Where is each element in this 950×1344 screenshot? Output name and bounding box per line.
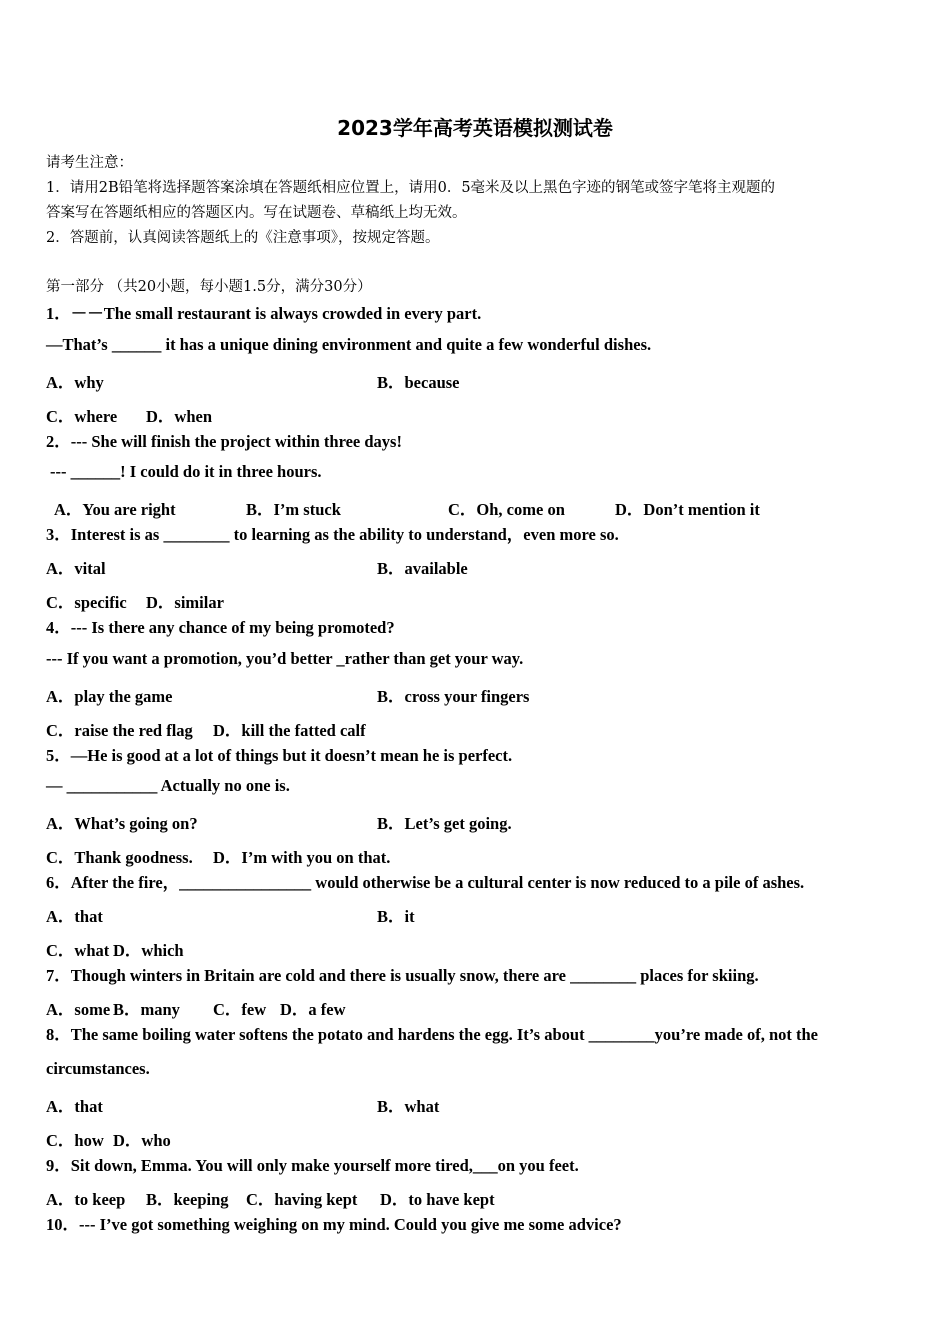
notice-line-1a: 1．请用2B铅笔将选择题答案涂填在答题纸相应位置上，请用0．5毫米及以上黑色字迹的钢笔或签字笔将主观题的 — [46, 180, 776, 196]
question-5-option-c[interactable]: C．Thank goodness. — [46, 848, 193, 867]
question-5-dialog: — ___________ Actually no one is. — [46, 776, 290, 795]
question-3-option-a[interactable]: A．vital — [46, 559, 106, 578]
question-8-option-a[interactable]: A．that — [46, 1097, 103, 1116]
question-9-option-a[interactable]: A．to keep — [46, 1190, 126, 1209]
question-4-option-b[interactable]: B．cross your fingers — [377, 687, 530, 706]
question-4-option-d[interactable]: D．kill the fatted calf — [213, 721, 366, 740]
question-7-stem: 7．Though winters in Britain are cold and there is usually snow, there are ________ places for skiing. — [46, 966, 759, 985]
question-2-option-a[interactable]: A．You are right — [54, 500, 176, 519]
question-3-option-c[interactable]: C．specific — [46, 593, 127, 612]
question-2-option-c[interactable]: C．Oh, come on — [448, 500, 565, 519]
question-9-option-b[interactable]: B．keeping — [146, 1190, 229, 1209]
question-1-option-b[interactable]: B．because — [377, 373, 460, 392]
question-3-option-d[interactable]: D．similar — [146, 593, 224, 612]
question-9-option-d[interactable]: D．to have kept — [380, 1190, 495, 1209]
question-7-option-c[interactable]: C．few — [213, 1000, 267, 1019]
question-8-stem-continued: circumstances. — [46, 1059, 150, 1078]
question-2-stem: 2．--- She will finish the project within three days! — [46, 432, 402, 451]
question-1-option-d[interactable]: D．when — [146, 407, 213, 426]
question-6-stem: 6．After the fire，________________ would otherwise be a cultural center is now reduced to a pile of ashes. — [46, 873, 805, 892]
question-4-option-c[interactable]: C．raise the red flag — [46, 721, 193, 740]
notice-heading: 请考生注意： — [46, 155, 133, 171]
question-3-stem: 3．Interest is as ________ to learning as the ability to understand，even more so. — [46, 525, 619, 544]
question-6-option-a[interactable]: A．that — [46, 907, 103, 926]
notice-line-2: 2．答题前，认真阅读答题纸上的《注意事项》，按规定答题。 — [46, 230, 440, 246]
question-4-stem: 4．--- Is there any chance of my being promoted? — [46, 618, 395, 637]
question-2-option-d[interactable]: D．Don’t mention it — [615, 500, 760, 519]
question-3-option-b[interactable]: B．available — [377, 559, 468, 578]
question-1-stem: 1．－－The small restaurant is always crowded in every part. — [46, 304, 482, 323]
question-2-dialog: --- ______! I could do it in three hours. — [50, 462, 322, 481]
question-5-stem: 5．—He is good at a lot of things but it doesn’t mean he is perfect. — [46, 746, 513, 765]
question-10-stem: 10．--- I’ve got something weighing on my mind. Could you give me some advice? — [46, 1215, 622, 1234]
question-8-option-c[interactable]: C．how — [46, 1131, 104, 1150]
question-2-option-b[interactable]: B．I’m stuck — [246, 500, 341, 519]
question-8-stem: 8．The same boiling water softens the potato and hardens the egg. It’s about ________you’re made of, not the — [46, 1025, 818, 1044]
question-5-option-d[interactable]: D．I’m with you on that. — [213, 848, 391, 867]
question-9-stem: 9．Sit down, Emma. You will only make yourself more tired,___on you feet. — [46, 1156, 579, 1175]
question-7-option-a[interactable]: A．some — [46, 1000, 111, 1019]
question-4-option-a[interactable]: A．play the game — [46, 687, 173, 706]
question-5-option-b[interactable]: B．Let’s get going. — [377, 814, 512, 833]
question-4-dialog: --- If you want a promotion, you’d better _rather than get your way. — [46, 649, 524, 668]
question-8-option-b[interactable]: B．what — [377, 1097, 440, 1116]
question-9-option-c[interactable]: C．having kept — [246, 1190, 358, 1209]
question-1-dialog: —That’s ______ it has a unique dining environment and quite a few wonderful dishes. — [46, 335, 652, 354]
question-5-option-a[interactable]: A．What’s going on? — [46, 814, 198, 833]
question-6-option-c[interactable]: C．what — [46, 941, 110, 960]
question-7-option-d[interactable]: D．a few — [280, 1000, 346, 1019]
question-8-option-d[interactable]: D．who — [113, 1131, 171, 1150]
part-heading: 第一部分 （共20小题，每小题1.5分，满分30分） — [46, 279, 372, 295]
question-6-option-b[interactable]: B．it — [377, 907, 415, 926]
notice-line-1b: 答案写在答题纸相应的答题区内。写在试题卷、草稿纸上均无效。 — [46, 205, 467, 221]
page-title: 2023学年高考英语模拟测试卷 — [337, 116, 613, 140]
question-7-option-b[interactable]: B．many — [113, 1000, 180, 1019]
question-6-option-d[interactable]: D．which — [113, 941, 184, 960]
question-1-option-c[interactable]: C．where — [46, 407, 118, 426]
question-1-option-a[interactable]: A．why — [46, 373, 104, 392]
